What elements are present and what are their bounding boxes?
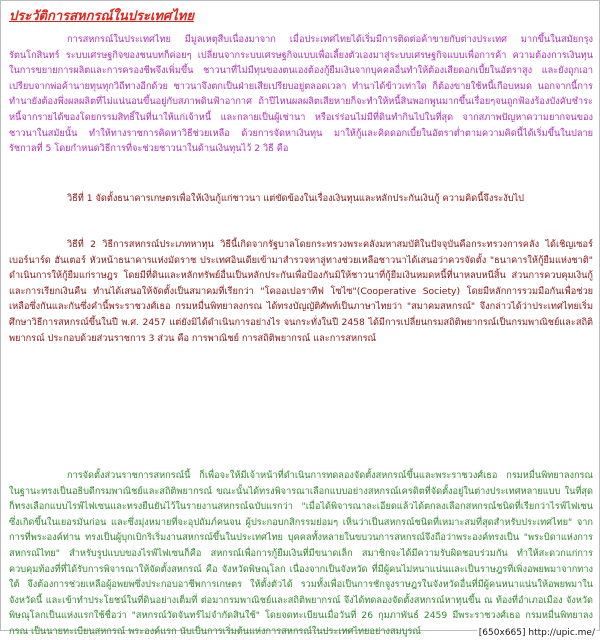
paragraph-method-2: วิธีที่ 2 วิธีการสหกรณ์ประเภทหาทุน วิธีนี้เกิดจากรัฐบาลโดยกระทรวงพระคลังมหาสมบัติในปัจจุบันคือกระทรวงการคลัง ได้เชิญเซอร์เบอร์นาร์ด ฮันเตอร์ หัวหน้าธนาคารแห่งมัดราช ประเทศอินเดียเข้ามาสำรวจหาลู่ทางช่วยเหลือชาวนาได้เสนอว่าควรจัดตั้ง "ธนาคารให้กู้ยืมแห่งชาติ" ดำเนินการให้กู้ยืมแก่ราษฎร โดยมีที่ดินและหลักทรัพย์อื่นเป็นหลักประกันเพื่อป้องกันมิให้ชาวนาที่กู้ยืมเงินหมดหนี้ที่นาหลบหนีสิ้น ส่วนการควบคุมเงินกู้และการเรียกเงินคืน ทำนได้เสนอให้จัดตั้งเป็นสมาคมที่เรียกว่า "โคออเปอราทีฟ โซไซ"(Cooperative Society) โดยมีหลักการรวมมือกันเพื่อช่วยเหลือซึ่งกันและกันซึ่งคำนี้พระราชวงศ์เธอ กรมหมื่นพิทยาลงกรณ ได้ทรงบัญญัติศัพท์เป็นภาษาไทยว่า "สมาคมสหกรณ์" จึงกล่าวได้ว่าประเทศไทยเริ่มศึกษาวิธีการสหกรณ์ขึ้นในปี พ.ศ. 2457 แต่ยังมิได้ดำเนินการอย่างไร จนกระทั่งในปี 2458 ได้มีการเปลี่ยนกรมสถิติพยากรณ์เป็นกรมพาณิชย์และสถิติพยากรณ์ ประกอบด้วยส่วนราชการ 3 ส่วน คือ การพาณิชย์ การสถิติพยากรณ์ และการสหกรณ์ xyxy=(9,239,593,344)
page-title: ประวัติการสหกรณ์ในประเทศไทย xyxy=(9,9,194,24)
paragraph-history-intro: การสหกรณ์ในประเทศไทย มีมูลเหตุสืบเนื่องมาจาก เมื่อประเทศไทยได้เริ่มมีการติดต่อค้าขายกับต่างประเทศ มากขึ้นในสมัยกรุงรัตนโกสินทร์ ระบบเศรษฐกิจของชนบทก็ค่อยๆ เปลี่ยนจากระบบเศรษฐกิจแบบเพื่อเลี้ยงตัวเองมาสู่ระบบเศรษฐกิจแบบเพื่อการค้า ความต้องการเงินทุนในการขยายการผลิตและการครองชีพจึงเพิ่มขึ้น ชาวนาที่ไม่มีทุนของตนเองต้องกู้ยืมเงินจากบุคคลอื่นทำให้ต้องเสียดอกเบี้ยในอัตราสูง และยังถูกเอาเปรียบจากพ่อค้านายทุนทุกวิถีทางอีกด้วย ชาวนาจึงตกเป็นฝ่ายเสียเปรียบอยู่ตลอดเวลา ทำนาได้ข้าวเท่าใด ก็ต้องขายใช้หนี้เกือบหมด นอกจากนี้การทำนายังต้องพึ่งผลผลิตที่ไม่แน่นอนขึ้นอยู่กับสภาพดินฟ้าอากาศ ถ้าปีไหนผลผลิตเสียหายก็จะทำให้หนี้สินพอกพูนมากขึ้นเรื่อยๆจนถูกฟ้องร้องบังคับชำระหนี้จากรายได้ของโดยกรรมสิทธิ์ในที่นาให้แก่เจ้าหนี้ และกลายเป็นผู้เช่านา หรือเร่ร่อนไม่มีที่ดินทำกินไปในที่สุด จากสภาพปัญหาความยากจนของชาวนาในสมัยนั้น ทำให้ทางราชการคิดหาวิธีช่วยเหลือ ด้วยการจัดหาเงินทุน มาให้กู้และคิดดอกเบี้ยในอัตราต่ำตามความคิดนี้ได้เริ่มขึ้นในปลายรัชกาลที่ 5 โดยกำหนดวิธีการที่จะช่วยชาวนาในด้านเงินทุนไว้ 2 วิธี คือ xyxy=(9,34,593,155)
image-host-watermark: [650x665] http://upic.me/ xyxy=(478,628,595,638)
paragraph-cooperative-establishment: การจัดตั้งส่วนราชการสหกรณ์นี้ ก็เพื่อจะให้มีเจ้าหน้าที่ดำเนินการทดลองจัดตั้งสหกรณ์ขึ้นและพระราชวงศ์เธอ กรมหมื่นพิทยาลงกรณ ในฐานะทรงเป็นอธิบดีกรมพาณิชย์และสถิติพยากรณ์ ขณะนั้นได้ทรงพิจารณาเลือกแบบอย่างสหกรณ์เครดิตที่จัดตั้งอยู่ในต่างประเทศหลายแบบ ในที่สุดก็ทรงเลือกแบบไรฟ์ไฟเซนและทรงยืนยันไว้ในรายงานสหกรณ์ฉบับแรกว่า "เมื่อได้พิจารณาละเอียดแล้วได้ตกลงเลือกสหกรณ์ชนิดที่เรียกว่าไรฟ์ไฟเซน ซึ่งเกิดขึ้นในเยอรมันก่อน และซึ่งมุ่งหมายที่จะอุปถัมภ์คนจน ผู้ประกอบกสิกรรมย่อมๆ เห็นว่าเป็นสหกรณ์ชนิดที่เหมาะสมที่สุดสำหรับประเทศไทย" จากการที่พระองค์ท่าน ทรงเป็นผู้บุกเบิกริเริ่มงานสหกรณ์ขึ้นในประเทศไทย บุคคลทั้งหลายในขบวนการสหกรณ์จึงถือว่าพระองค์ทรงเป็น "พระบิดาแห่งการสหกรณ์ไทย" สำหรับรูปแบบของไรฟ์ไฟเซนก็คือ สหกรณ์เพื่อการกู้ยืมเงินที่มีขนาดเล็ก สมาชิกจะได้มีความรับผิดชอบร่วมกัน ทำให้สะดวกแก่การควบคุมท้องที่ที่ได้รับการพิจารณาให้จัดตั้งสหกรณ์ คือ จังหวัดพิษณุโลก เนื่องจากเป็นจังหวัด ที่มีผู้คนไม่หนาแน่นและเป็นราษฎรที่เพิ่งอพยพมาจากทางใต้ จึงต้องการช่วยเหลือผู้อพยพซึ่งประกอบอาชีพการเกษตร ให้ตั้งตัวได้ รวมทั้งเพื่อเป็นการชักจูงราษฎรในจังหวัดอื่นที่มีผู้คนหนาแน่นให้อพยพมาในจังหวัดนี้ และเข้าทำประโยชน์ในที่ดินอย่างเต็มที่ ต่อมากรมพาณิชย์และสถิติพยากรณ์ จึงได้ทดลองจัดตั้งสหกรณ์หาทุนขึ้น ณ ท้องที่อำเภอเมือง จังหวัดพิษณุโลกเป็นแห่งแรกใช้ชื่อว่า "สหกรณ์วัดจันทร์ไม่จำกัดสินใช้" โดยจดทะเบียนเมื่อวันที่ 26 กุมภาพันธ์ 2459 มีพระราชวงศ์เธอ กรมหมื่นพิทยาลงกรณ เป็นนายทะเบียนสหกรณ์ พระองค์แรก นับเป็นการเริ่มต้นแห่งการสหกรณ์ในประเทศไทยอย่างสมบูรณ์ xyxy=(9,470,593,637)
paragraph-method-1: วิธีที่ 1 จัดตั้งธนาคารเกษตรเพื่อให้เงินกู้แก่ชาวนา แต่ขัดข้องในเรื่องเงินทุนและหลักประกันเงินกู้ ความคิดนี้จึงระงับไป xyxy=(67,193,524,204)
